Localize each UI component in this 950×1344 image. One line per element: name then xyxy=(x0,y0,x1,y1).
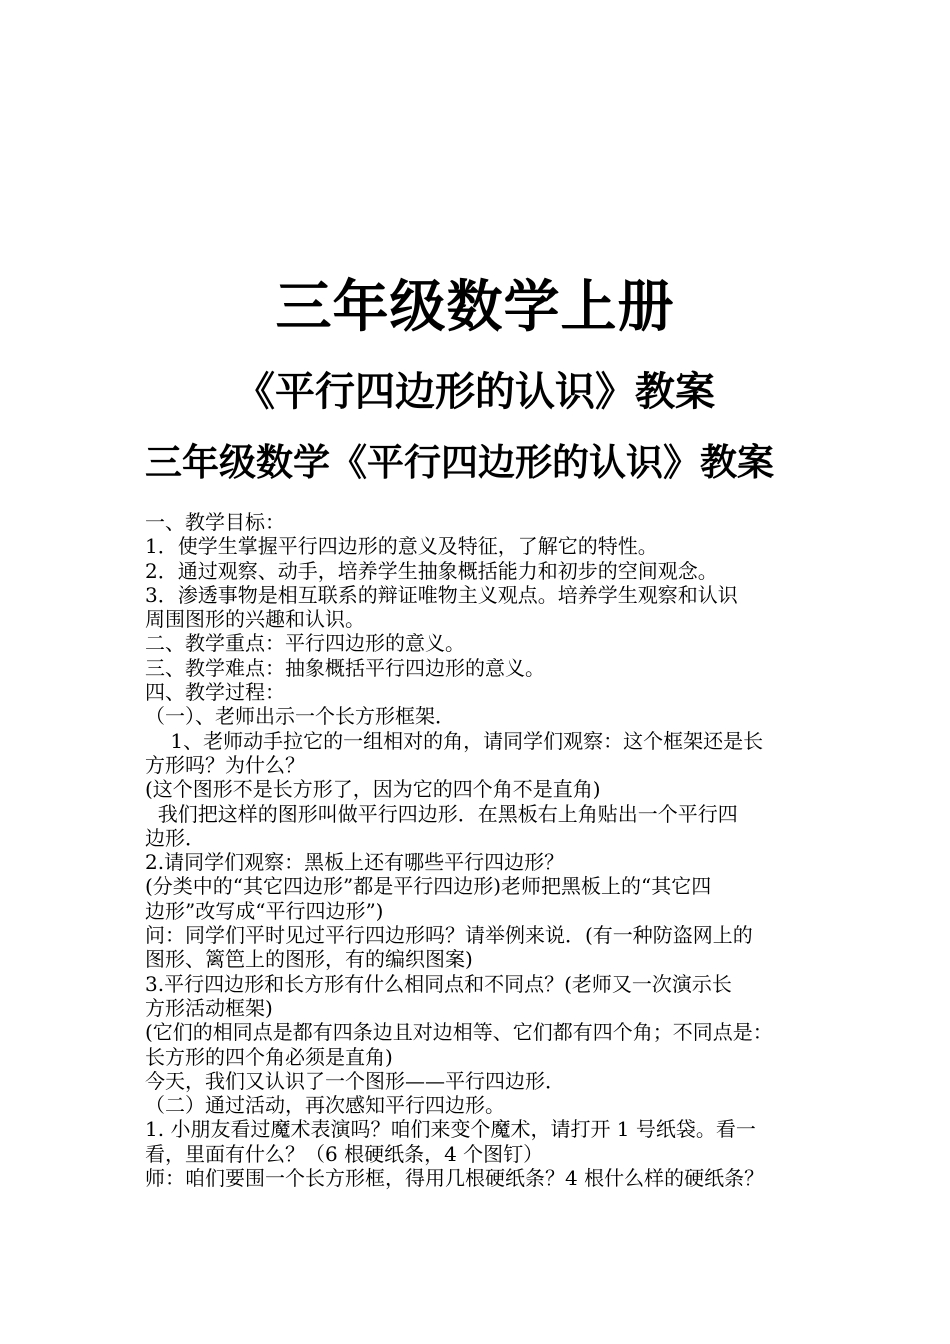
text-line: （一）、老师出示一个长方形框架． xyxy=(145,704,455,729)
text-line: 二、教学重点：平行四边形的意义。 xyxy=(145,631,465,656)
text-line: 一、教学目标： xyxy=(145,510,285,534)
text-line: 边形”改写成“平行四边形”) xyxy=(145,898,384,923)
text-line: 边形． xyxy=(145,825,205,850)
text-line: 1、老师动手拉它的一组相对的角，请同学们观察：这个框架还是长 xyxy=(145,728,764,753)
document-title: 三年级数学上册 xyxy=(275,275,675,340)
text-line: 2.请同学们观察：黑板上还有哪些平行四边形？ xyxy=(145,850,565,875)
text-line: 周围图形的兴趣和认识。 xyxy=(145,607,365,632)
text-line: 方形吗？为什么？ xyxy=(145,752,305,777)
text-line: 三、教学难点：抽象概括平行四边形的意义。 xyxy=(145,655,545,680)
text-line: 问：同学们平时见过平行四边形吗？请举例来说．(有一种防盗网上的 xyxy=(145,923,753,948)
text-line: 1．使学生掌握平行四边形的意义及特征，了解它的特性。 xyxy=(145,534,658,559)
lesson-heading: 三年级数学《平行四边形的认识》教案 xyxy=(145,441,774,484)
text-line: 我们把这样的图形叫做平行四边形．在黑板右上角贴出一个平行四 xyxy=(145,801,738,826)
text-line: 方形活动框架) xyxy=(145,995,273,1020)
text-line: 长方形的四个角必须是直角) xyxy=(145,1044,393,1069)
text-line: 师：咱们要围一个长方形框，得用几根硬纸条？4 根什么样的硬纸条？ xyxy=(145,1166,765,1191)
lesson-body xyxy=(145,510,825,1190)
text-line: 2．通过观察、动手，培养学生抽象概括能力和初步的空间观念。 xyxy=(145,558,718,583)
text-line: 看，里面有什么？（6 根硬纸条，4 个图钉） xyxy=(145,1141,544,1166)
text-line: 3．渗透事物是相互联系的辩证唯物主义观点。培养学生观察和认识 xyxy=(145,582,738,607)
text-line: (这个图形不是长方形了，因为它的四个角不是直角) xyxy=(145,777,601,802)
document-subtitle: 《平行四边形的认识》教案 xyxy=(235,369,715,415)
text-line: 图形、篱笆上的图形，有的编织图案) xyxy=(145,947,473,972)
text-line: 3.平行四边形和长方形有什么相同点和不同点？(老师又一次演示长 xyxy=(145,971,732,996)
text-line: 今天，我们又认识了一个图形——平行四边形． xyxy=(145,1068,565,1093)
text-line: 四、教学过程： xyxy=(145,680,285,705)
text-line: 1. 小朋友看过魔术表演吗？咱们来变个魔术，请打开 1 号纸袋。看一 xyxy=(145,1117,756,1142)
text-line: (它们的相同点是都有四条边且对边相等、它们都有四个角；不同点是： xyxy=(145,1020,773,1045)
text-line: （二）通过活动，再次感知平行四边形。 xyxy=(145,1093,505,1118)
text-line: (分类中的“其它四边形”都是平行四边形)老师把黑板上的“其它四 xyxy=(145,874,712,899)
